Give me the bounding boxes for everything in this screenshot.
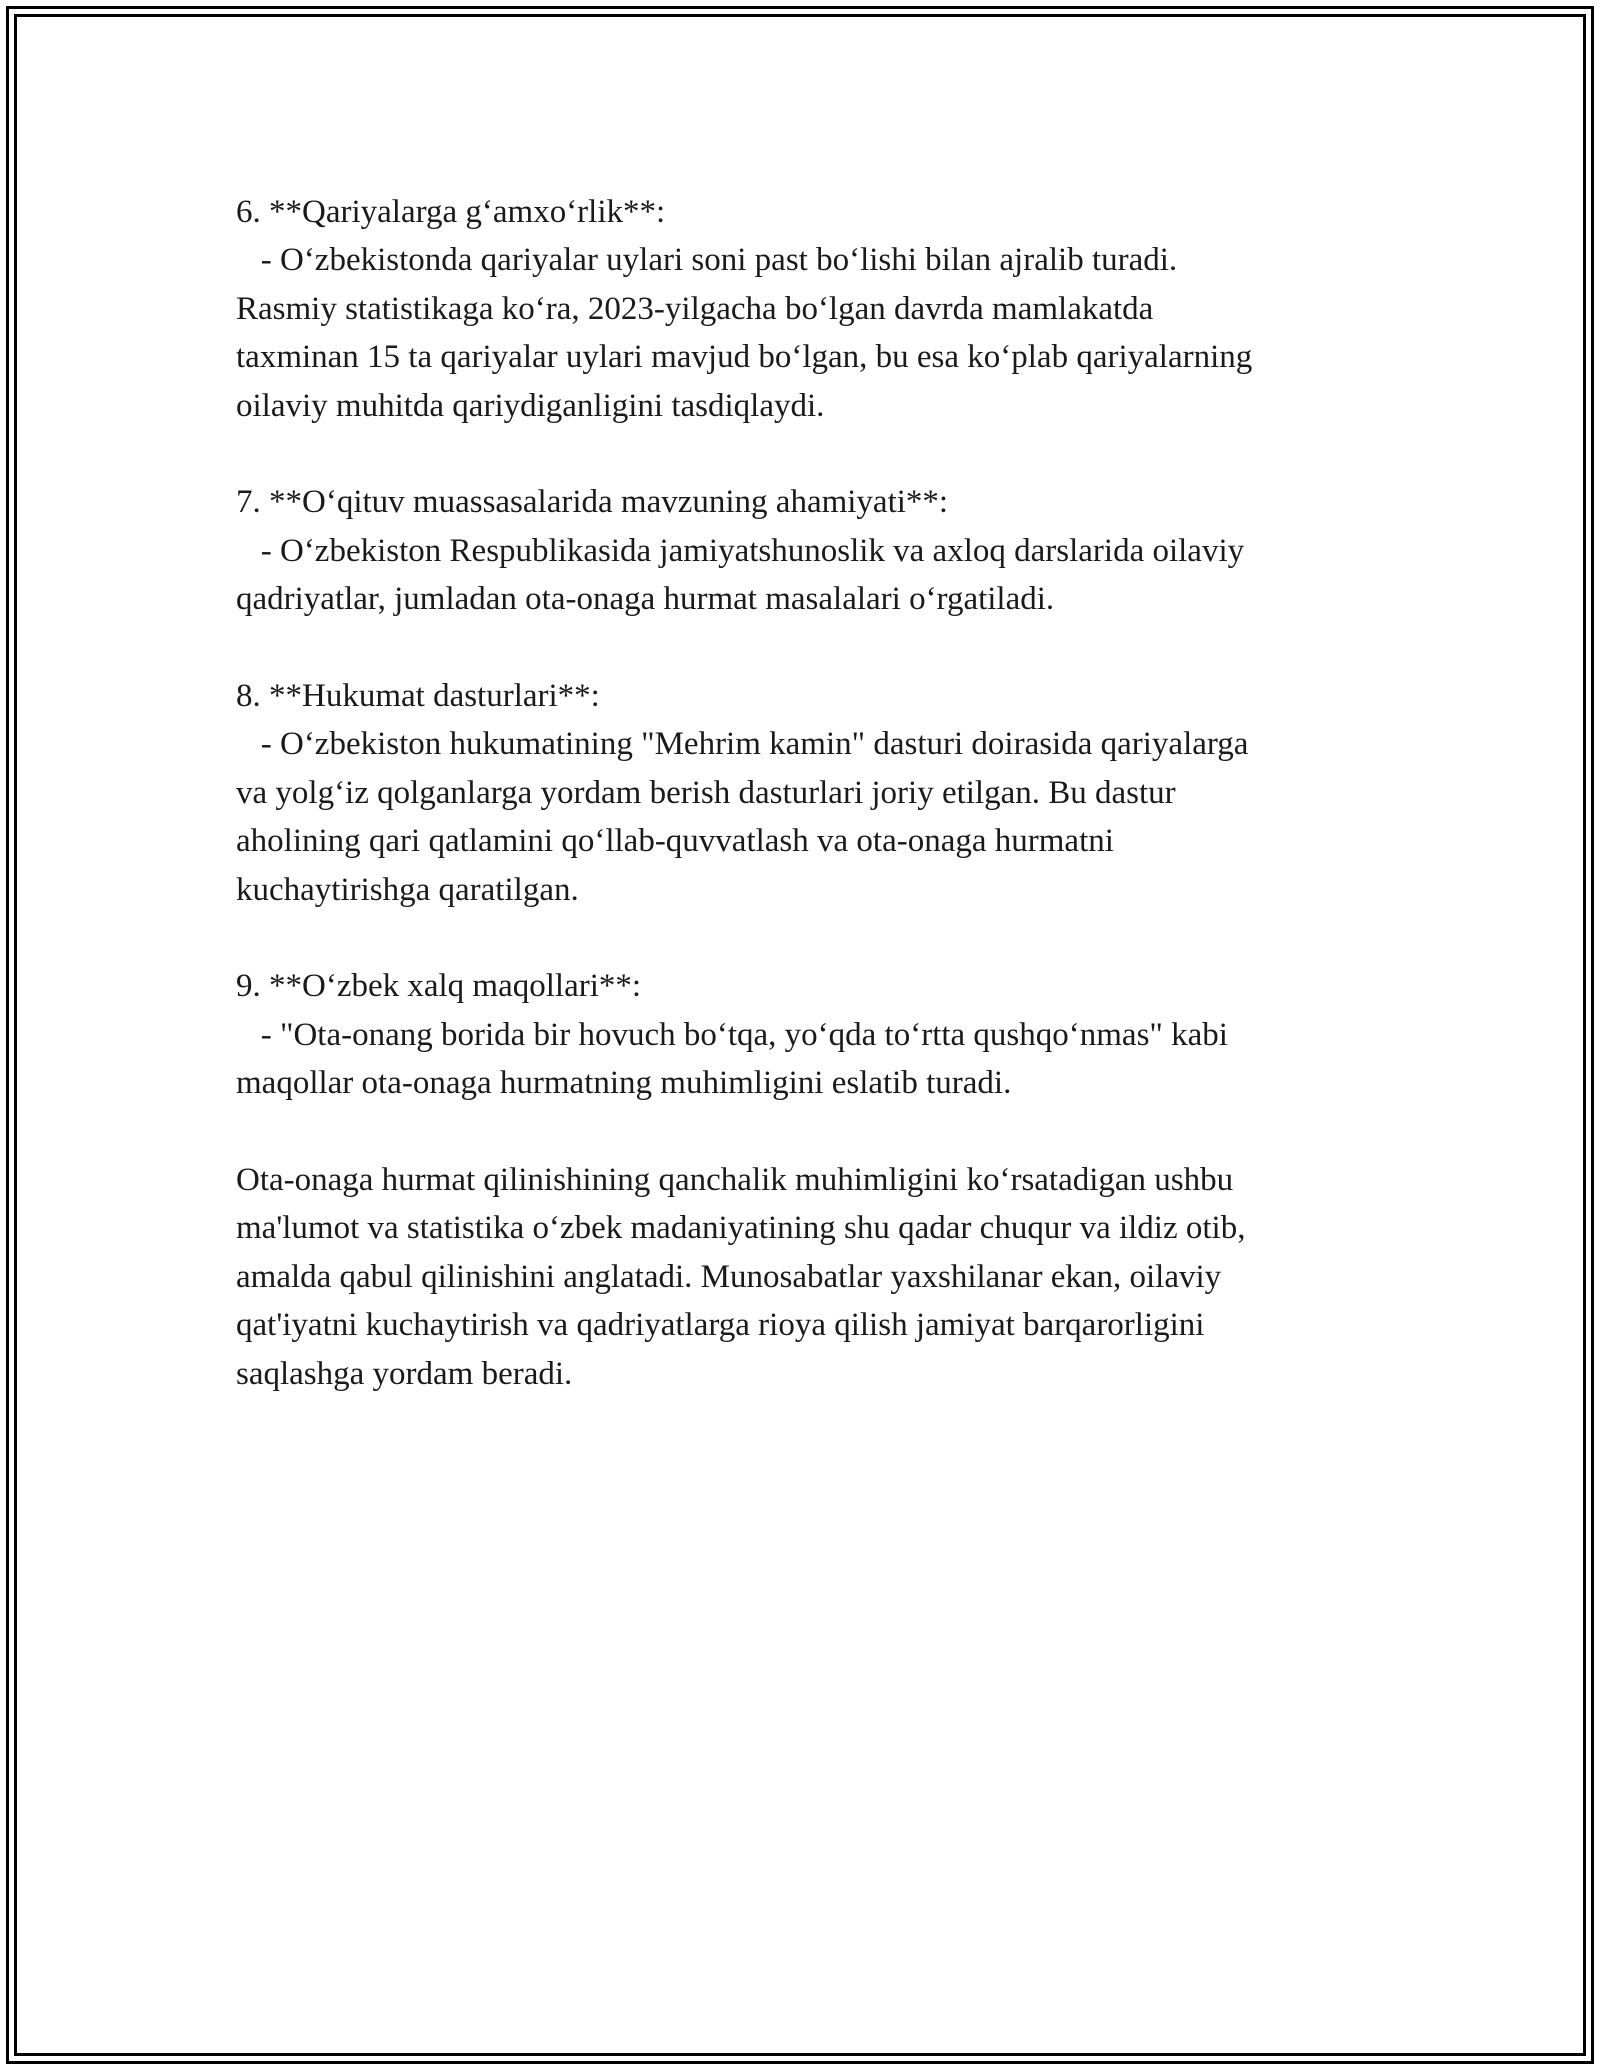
section-heading: 9. **O‘zbek xalq maqollari**: xyxy=(236,968,642,1005)
section-line: kuchaytirishga qaratilgan. xyxy=(236,871,579,908)
conclusion-line: qat'iyatni kuchaytirish va qadriyatlarga rioya qilish jamiyat barqarorligini xyxy=(236,1307,1205,1344)
section-line: qadriyatlar, jumladan ota-onaga hurmat masalalari o‘rgatiladi. xyxy=(236,581,1055,618)
section-line: Rasmiy statistikaga ko‘ra, 2023-yilgacha bo‘lgan davrda mamlakatda xyxy=(236,290,1154,327)
section-8 xyxy=(236,672,1416,914)
document-body xyxy=(236,188,1416,1446)
conclusion-line: Ota-onaga hurmat qilinishining qanchalik muhimligini ko‘rsatadigan ushbu xyxy=(236,1162,1234,1199)
section-6 xyxy=(236,188,1416,430)
section-line: aholining qari qatlamini qo‘llab-quvvatlash va ota-onaga hurmatni xyxy=(236,823,1114,860)
conclusion-line: saqlashga yordam beradi. xyxy=(236,1355,573,1392)
conclusion-line: ma'lumot va statistika o‘zbek madaniyatining shu qadar chuqur va ildiz otib, xyxy=(236,1210,1246,1247)
section-line: va yolg‘iz qolganlarga yordam berish dasturlari joriy etilgan. Bu dastur xyxy=(236,774,1176,811)
section-9 xyxy=(236,962,1416,1107)
conclusion-paragraph xyxy=(236,1156,1416,1398)
section-line: taxminan 15 ta qariyalar uylari mavjud bo‘lgan, bu esa ko‘plab qariyalarning xyxy=(236,339,1253,376)
section-line: - O‘zbekistonda qariyalar uylari soni past bo‘lishi bilan ajralib turadi. xyxy=(236,242,1178,279)
section-line: - O‘zbekiston Respublikasida jamiyatshunoslik va axloq darslarida oilaviy xyxy=(236,532,1245,569)
section-heading: 7. **O‘qituv muassasalarida mavzuning ahamiyati**: xyxy=(236,484,949,521)
section-7 xyxy=(236,478,1416,623)
section-heading: 6. **Qariyalarga g‘amxo‘rlik**: xyxy=(236,194,666,230)
conclusion-line: amalda qabul qilinishini anglatadi. Munosabatlar yaxshilanar ekan, oilaviy xyxy=(236,1258,1222,1295)
section-line: - O‘zbekiston hukumatining "Mehrim kamin" dasturi doirasida qariyalarga xyxy=(236,726,1249,763)
section-heading: 8. **Hukumat dasturlari**: xyxy=(236,678,600,715)
section-line: oilaviy muhitda qariydiganligini tasdiqlaydi. xyxy=(236,387,825,424)
section-line: maqollar ota-onaga hurmatning muhimligini eslatib turadi. xyxy=(236,1065,1012,1102)
section-line: - "Ota-onang borida bir hovuch bo‘tqa, yo‘qda to‘rtta qushqo‘nmas" kabi xyxy=(236,1016,1228,1053)
